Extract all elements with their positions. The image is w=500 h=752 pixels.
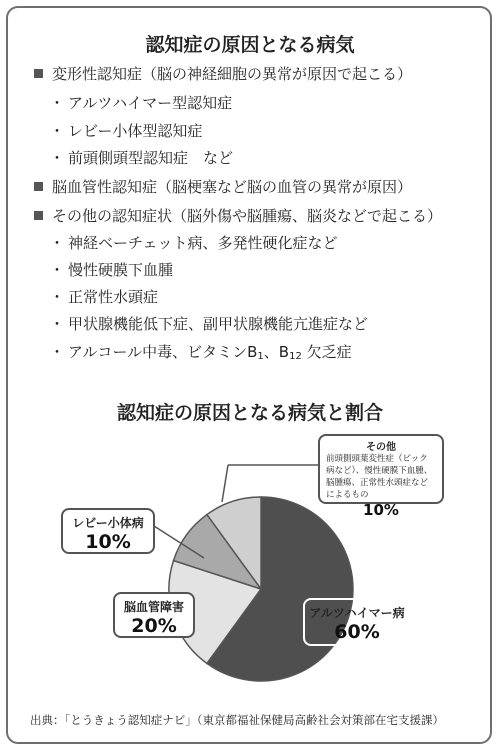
list-item-text: 神経ベーチェット病、多発性硬化症など [68, 234, 338, 252]
slice-label: その他 [366, 442, 396, 453]
chart-title: 認知症の原因となる病気と割合 [116, 402, 383, 424]
list-item-text: 慢性硬膜下血腫 [68, 261, 174, 279]
slice-label: 脳血管障害 [123, 600, 184, 614]
dot-bullet-icon: ・ [49, 315, 65, 333]
leader-line-other [222, 465, 228, 502]
source-citation: 出典：「とうきょう認知症ナビ」（東京都福祉保健局高齢社会対策部在宅支援課） [30, 713, 444, 727]
dot-bullet-icon: ・ [49, 234, 65, 252]
dot-bullet-icon: ・ [49, 261, 65, 279]
dot-bullet-icon: ・ [49, 343, 65, 361]
list-item-text: アルツハイマー型認知症 [68, 94, 233, 112]
slice-label: レビー小体病 [72, 516, 144, 530]
causes-title: 認知症の原因となる病気 [145, 34, 355, 56]
list-item-text: 正常性水頭症 [68, 288, 159, 306]
callout-alzheimer [303, 598, 411, 646]
dot-bullet-icon: ・ [49, 122, 65, 140]
list-item-text: その他の認知症状（脳外傷や脳腫瘍、脳炎などで起こる） [52, 207, 443, 225]
dot-bullet-icon: ・ [49, 288, 65, 306]
list-item-text: レビー小体型認知症 [68, 122, 203, 140]
slice-percent: 10% [85, 531, 131, 553]
slice-percent: 10% [363, 501, 399, 519]
callout-other [318, 434, 444, 519]
list-item-text: 前頭側頭型認知症 など [68, 149, 234, 167]
slice-label: アルツハイマー病 [309, 606, 405, 620]
callout-vascular [113, 592, 195, 638]
list-item-text: 脳血管性認知症（脳梗塞など脳の血管の異常が原因） [52, 178, 413, 196]
slice-percent: 60% [334, 621, 380, 643]
list-item-text: 変形性認知症（脳の神経細胞の異常が原因で起こる） [52, 65, 413, 83]
list-item-text: アルコール中毒、ビタミン$B_1$、$B_{12}$ 欠乏症 [68, 343, 352, 362]
list-item-text: 甲状腺機能低下症、副甲状腺機能亢進症など [68, 315, 369, 333]
slice-percent: 20% [131, 615, 177, 637]
dot-bullet-icon: ・ [49, 149, 65, 167]
slice-note: 前頭側頭葉変性症（ピック病など）、慢性硬膜下血腫、脳腫瘍、正常性水頭症などによるもの [326, 454, 433, 500]
callout-lewy [61, 508, 155, 554]
dot-bullet-icon: ・ [49, 94, 65, 112]
